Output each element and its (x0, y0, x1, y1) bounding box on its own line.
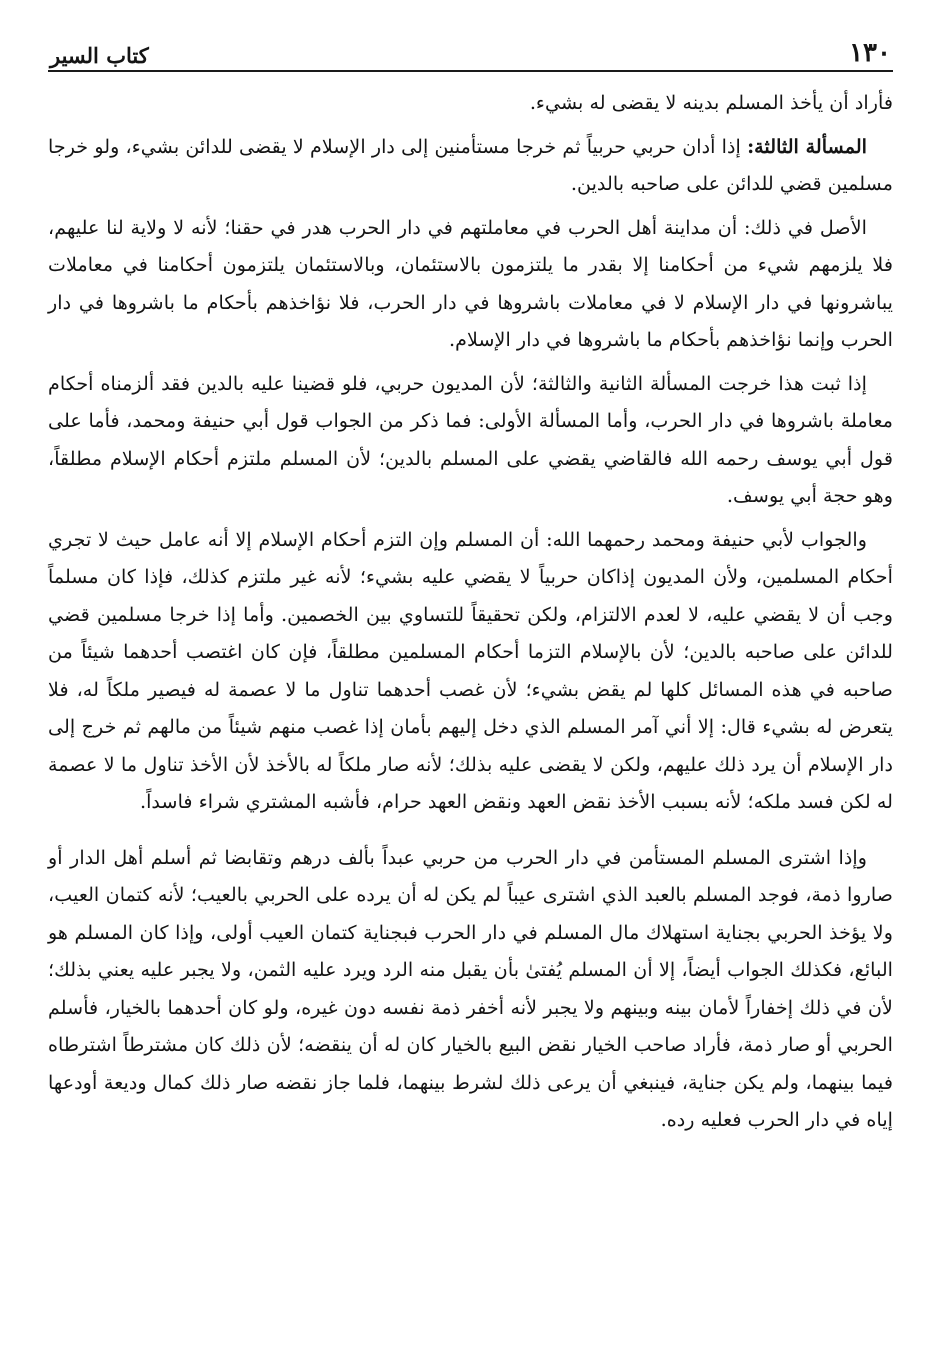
paragraph-4 (48, 365, 893, 515)
paragraph-text: إذا ثبت هذا خرجت المسألة الثانية والثالثة؛ لأن المديون حربي، فلو قضينا عليه بالدين فقد ألزمناه أحكام معاملة باشروها في دار الحرب، وأما المسألة الأولى: فما ذكر من الجواب قول أبي حنيفة ومحمد، فأما على قول أبي يوسف رحمه الله فالقاضي يقضي على المسلم بالدين؛ لأن المسلم ملتزم أحكام الإسلام مطلقاً، وهو حجة أبي يوسف. (48, 371, 893, 507)
paragraph-text: الأصل في ذلك: أن مداينة أهل الحرب في معاملتهم في دار الحرب هدر في حقنا؛ لأنه لا ولاية لنا عليهم، فلا يلزمهم شيء من أحكامنا إلا بقدر ما يلتزمون بالاستئمان، وبالاستئمان يلتزمون أحكامنا في معاملات يباشرونها في دار الإسلام لا في معاملات باشروها في دار الحرب، فلا نؤاخذهم بأحكام ما باشروها في دار الحرب وإنما نؤاخذهم بأحكام ما باشروها في دار الإسلام. (48, 215, 893, 351)
running-title: كتاب السير (50, 43, 149, 68)
page-body (48, 84, 893, 1139)
book-page (48, 30, 893, 1350)
paragraph-text: وإذا اشترى المسلم المستأمن في دار الحرب من حربي عبداً بألف درهم وتقابضا ثم أسلم أهل الدار أو صاروا ذمة، فوجد المسلم بالعبد الذي اشترى عيباً لم يكن له أن يرده على الحربي بالعيب؛ لأنه كتمان العيب، ولا يؤخذ الحربي بجناية استهلاك مال المسلم في دار الحرب فبجناية كتمان العيب أولى، وإذا كان المسلم هو البائع، فكذلك الجواب أيضاً، إلا أن المسلم يُفتىٰ بأن يقبل منه الرد ويرد عليه الثمن، ولا يجبر عليه يعني بذلك؛ لأن في ذلك إخفاراً لأمان بينه وبينهم ولا يجبر لأنه أخفر ذمة نفسه دون غيره، ولو كان أحدهما بالخيار، فأسلم الحربي أو صار ذمة، فأراد صاحب الخيار نقض البيع بالخيار كان له أن ينقضه؛ لأن ذلك كان مشترطاً اشترطاه فيما بينهما، ولم يكن جناية، فينبغي أن يرعى ذلك لشرط بينهما، فلما جاز نقضه صار ذلك كمال وديعة أودعها إياه في دار الحرب فعليه رده. (48, 845, 893, 1131)
issue-heading: المسألة الثالثة: (747, 134, 867, 158)
paragraph-2 (48, 128, 893, 203)
page-header (48, 30, 893, 72)
paragraph-3 (48, 209, 893, 359)
paragraph-text: إذا أدان حربي حربياً ثم خرجا مستأمنين إلى دار الإسلام لا يقضى للدائن بشيء، ولو خرجا مسلمين قضي للدائن على صاحبه بالدين. (48, 134, 893, 195)
paragraph-1 (48, 84, 893, 122)
paragraph-text: فأراد أن يأخذ المسلم بدينه لا يقضى له بشيء. (529, 91, 893, 114)
paragraph-5 (48, 521, 893, 821)
paragraph-text: والجواب لأبي حنيفة ومحمد رحمهما الله: أن المسلم وإن التزم أحكام الإسلام إلا أنه عامل حيث لا تجري أحكام المسلمين، ولأن المديون إذاكان حربياً لا يقضي عليه بشيء؛ لأنه غير ملتزم كذلك، فإذا كان مسلماً وجب أن لا يقضي عليه، لا لعدم الالتزام، ولكن تحقيقاً للتساوي بين الخصمين. وأما إذا خرجا مسلمين قضي للدائن على صاحبه بالدين؛ لأن بالإسلام التزما أحكام المسلمين مطلقاً، فإن كان اغتصب أحدهما شيئاً من صاحبه في هذه المسائل كلها لم يقض بشيء؛ لأن غصب أحدهما تناول ما لا عصمة له فيصير ملكاً له، فلا يتعرض له بشيء قال: إلا أني آمر المسلم الذي دخل إليهم بأمان إذا غصب منهم شيئاً من مالهم ثم خرج إلى دار الإسلام أن يرد ذلك عليهم، ولكن لا يقضى عليه بذلك؛ لأنه صار ملكاً له بالأخذ لأن الأخذ تناول ما لا عصمة له لكن فسد ملكه؛ لأنه بسبب الأخذ نقض العهد ونقض العهد حرام، فأشبه المشتري شراء فاسداً. (48, 527, 893, 813)
page-number: ١٣٠ (849, 38, 891, 68)
paragraph-6 (48, 839, 893, 1139)
